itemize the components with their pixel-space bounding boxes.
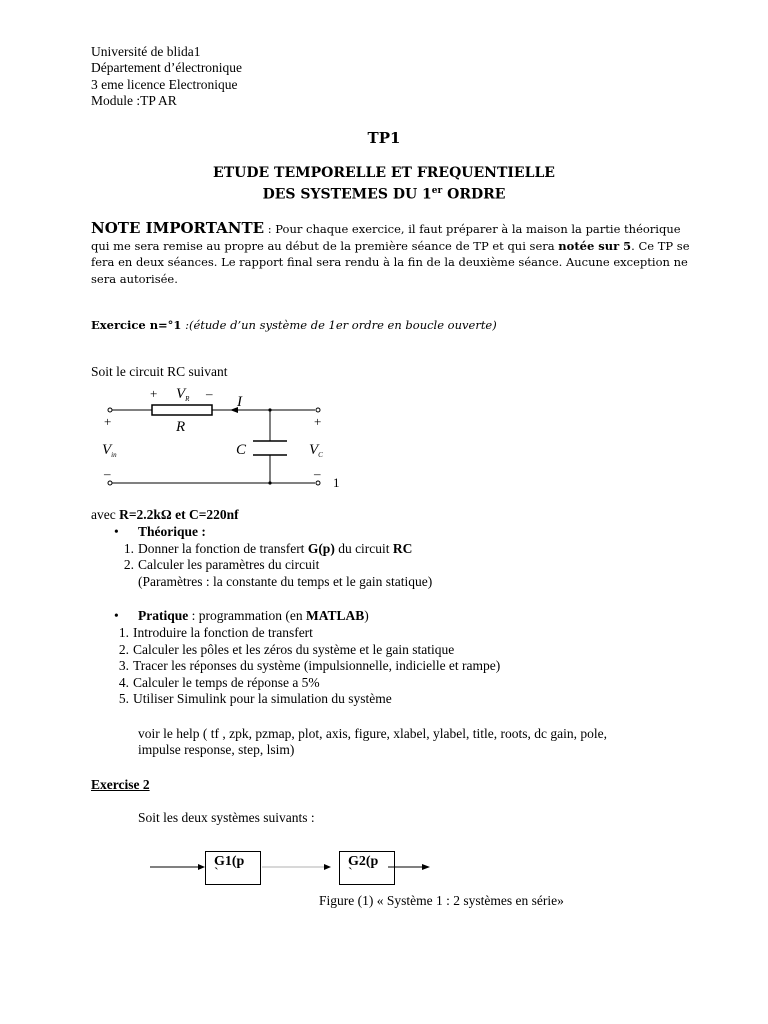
theorique-item-text: Donner la fonction de transfert [138,541,308,556]
circuit-name: RC [392,541,413,556]
vin-plus-label: + [104,414,112,429]
vin-minus-label: – [104,466,111,481]
terminal-out-top [316,408,320,412]
module-name: Module :TP AR [91,93,177,108]
list-item-text: Calculer le temps de réponse a 5% [133,674,320,690]
theorique-item-2 [123,557,320,574]
exercise2-label: Exercise 2 [91,777,150,792]
block-g2-label: G2(p [348,854,379,869]
node-top [268,408,271,411]
theorique-note: (Paramètres : la constante du temps et le gain statique) [138,574,433,589]
rc-circuit-diagram [90,381,370,496]
resistor-label: R [176,419,186,435]
terminal-in-top [108,408,112,412]
node-number-label: 1 [333,475,340,490]
block-g2-tick: ` [348,866,353,881]
component-values [91,507,239,524]
note-text-1: : Pour chaque exercice, il faut préparer à la maison la partie théorique qui me sera remise au propre au début de la première séance de TP et qui sera [91,222,681,253]
terminal-out-bottom [316,481,320,485]
note-text-2: . Ce TP se fera en deux séances. Le rapport final sera rendu à la fin de la deuxième séance. Aucune exception ne sera autorisée. [91,238,690,286]
vr-minus-label: – [206,386,213,401]
link-arrow-icon [324,864,331,870]
avec-label: avec [91,507,120,522]
vc-minus-label: – [314,466,321,481]
node-bottom [268,481,271,484]
help-line-1: voir le help ( tf , zpk, pzmap, plot, axis, figure, xlabel, ylabel, title, roots, dc gain, pole, [138,726,607,741]
capacitor-label: C [236,442,247,458]
list-item-text: Tracer les réponses du système (impulsionnelle, indicielle et rampe) [133,658,501,673]
figure-caption: Figure (1) « Système 1 : 2 systèmes en série» [319,893,564,908]
resistor-symbol [152,405,212,415]
transfer-function-symbol: G(p) [307,541,335,556]
pratique-close: ) [364,608,369,623]
list-item [118,691,500,708]
note-heading: NOTE IMPORTANTE [91,219,265,237]
block-g1 [205,851,261,885]
level-name: 3 eme licence Electronique [91,77,238,92]
list-item-number: 1. [118,625,129,640]
list-item-text: Utiliser Simulink pour la simulation du système [133,691,392,706]
exercise2-intro: Soit les deux systèmes suivants : [138,810,315,825]
theorique-label: Théorique : [138,524,206,539]
block-g2 [339,851,395,885]
current-label: I [237,394,242,410]
rc-values: R=2.2kΩ et C=220nf [119,507,239,522]
list-item-text: Introduire la fonction de transfert [133,625,313,640]
exercise1-label: Exercice n=°1 [91,318,182,332]
pratique-section [114,608,369,625]
theorique-item-1 [123,541,413,558]
list-item [118,674,500,692]
doc-title-line2-pre: DES SYSTEMES DU 1 [262,186,432,203]
list-item-text: Calculer les pôles et les zéros du système et le gain statique [133,641,455,657]
vr-plus-label: + [150,386,158,401]
theorique-item-text: Calculer les paramètres du circuit [138,557,320,572]
important-note [91,220,691,287]
list-item-number: 5. [118,691,129,706]
theorique-item-number: 2. [123,557,134,572]
theorique-item-text: du circuit [334,541,393,556]
block-g1-tick: ` [214,866,219,881]
vc-label: $V_C$ [309,442,323,459]
vc-plus-label: + [314,414,322,429]
list-item-number: 4. [118,674,129,690]
tp-title: TP1 [367,129,401,147]
input-arrow-icon [198,864,205,870]
doc-title-line2-post: ORDRE [442,186,506,203]
theorique-item-number: 1. [123,541,134,556]
block-g1-label: G1(p [214,854,245,869]
theorique-section [114,524,206,541]
terminal-in-bottom [108,481,112,485]
pratique-list [118,625,501,708]
doc-title-line1: ETUDE TEMPORELLE ET FREQUENTIELLE [213,165,555,181]
exercise1-heading [91,317,497,334]
university-name: Université de blida1 [91,44,201,59]
circuit-intro: Soit le circuit RC suivant [91,364,228,379]
theorique-bullet: • [114,524,119,539]
list-item [118,658,501,675]
pratique-bullet: • [114,608,119,623]
pratique-text: : programmation (en [188,608,306,623]
exercise1-subtitle: :(étude d’un système de 1er ordre en boucle ouverte) [181,318,497,332]
output-arrow-icon [422,864,430,870]
pratique-label: Pratique [138,608,189,623]
list-item-number: 3. [118,658,129,673]
note-bold: notée sur 5 [558,238,632,253]
list-item [118,625,500,642]
pratique-matlab: MATLAB [305,608,365,623]
doc-title-sup: er [431,186,443,196]
doc-title-line2 [0,183,768,203]
list-item [118,641,500,659]
list-item-number: 2. [118,641,129,657]
department-name: Département d’électronique [91,60,243,75]
vin-label: $V_{in}$ [102,442,117,459]
vr-label: $V_R$ [176,386,190,403]
help-line-2: impulse response, step, lsim) [138,742,295,757]
